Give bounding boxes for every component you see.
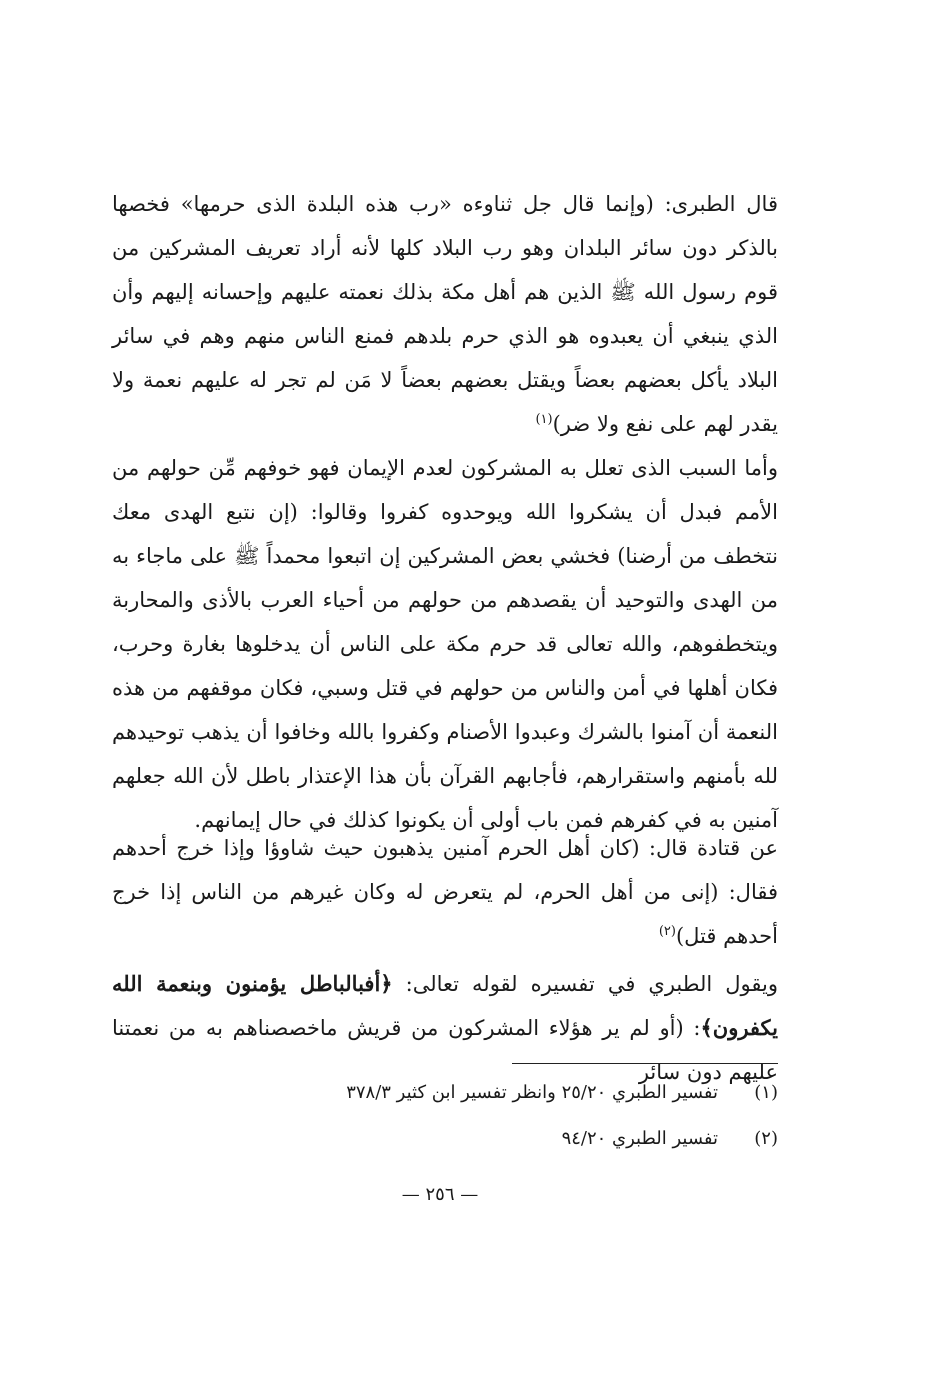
- page-number: — ٢٥٦ —: [401, 1184, 479, 1205]
- footnote-number: (٢): [754, 1128, 778, 1149]
- paragraph-tabari-quote: [112, 182, 778, 446]
- footnote-text: تفسير الطبري ٩٤/٢٠: [561, 1128, 718, 1149]
- paragraph-text: قال الطبرى: (وإنما قال جل ثناوءه «رب هذه البلدة الذى حرمها» فخصها بالذكر دون سائر البلدان وهو رب البلاد كلها لأنه أراد تعريف المشركين من قوم رسول الله ﷺ الذين هم أهل مكة بذلك نعمته عليهم وإحسانه إليهم وأن الذي ينبغي أن يعبدوه هو الذي حرم بلدهم فمنع الناس منهم وهم في سائر البلاد يأكل بعضهم بعضاً ويقتل بعضهم بعضاً لا مَن لم تجر له عليهم نعمة ولا يقدر لهم على نفع ولا ضر): [112, 192, 778, 436]
- footnote-reference: (٢): [658, 924, 676, 939]
- footnote-text: تفسير الطبري ٢٥/٢٠ وانظر تفسير ابن كثير ٣٧٨/٣: [346, 1082, 718, 1103]
- footnote-reference: (١): [535, 412, 553, 427]
- paragraph-tabari-tafsir: [112, 962, 778, 1094]
- footnote-divider: [512, 1063, 778, 1064]
- paragraph-qatada: [112, 826, 778, 958]
- paragraph-text: وأما السبب الذى تعلل به المشركون لعدم الإيمان فهو خوفهم مِّن حولهم من الأمم فبدل أن يشكروا الله ويوحدوه كفروا وقالوا: (إن نتبع الهدى معك نتخطف من أرضنا) فخشي بعض المشركين إن اتبعوا محمداً ﷺ على ماجاء به من الهدى والتوحيد أن يقصدهم من حولهم من أحياء العرب بالأذى والمحاربة ويتخطفوهم، والله تعالى قد حرم مكة على الناس أن يدخلوها بغارة وحرب، فكان أهلها في أمن والناس من حولهم في قتل وسبي، فكان موقفهم من هذه النعمة أن آمنوا بالشرك وعبدوا الأصنام وكفروا بالله وخافوا أن يذهب توحيدهم لله بأمنهم واستقرارهم، فأجابهم القرآن بأن هذا الإعتذار باطل لأن الله جعلهم آمنين به في كفرهم فمن باب أولى أن يكونوا كذلك في حال إيمانهم.: [112, 456, 778, 832]
- paragraph-reason-of-disbelief: [112, 446, 778, 842]
- paragraph-text-before: ويقول الطبري في تفسيره لقوله تعالى:: [392, 972, 779, 996]
- footnote-1: [200, 1078, 778, 1108]
- paragraph-text-after: : (أو لم ير هؤلاء المشركون من قريش ماخصصناهم به من نعمتنا عليهم دون سائر: [112, 1016, 778, 1084]
- quran-verse: ﴿أفبالباطل يؤمنون وبنعمة الله يكفرون﴾: [112, 971, 778, 1040]
- footnote-number: (١): [754, 1082, 778, 1103]
- paragraph-text: عن قتادة قال: (كان أهل الحرم آمنين يذهبون حيث شاوؤا وإذا خرج أحدهم فقال: (إنى من أهل الحرم، لم يتعرض له وكان غيرهم من الناس إذا خرج أحدهم قتل): [112, 836, 778, 948]
- footnote-2: [200, 1124, 778, 1154]
